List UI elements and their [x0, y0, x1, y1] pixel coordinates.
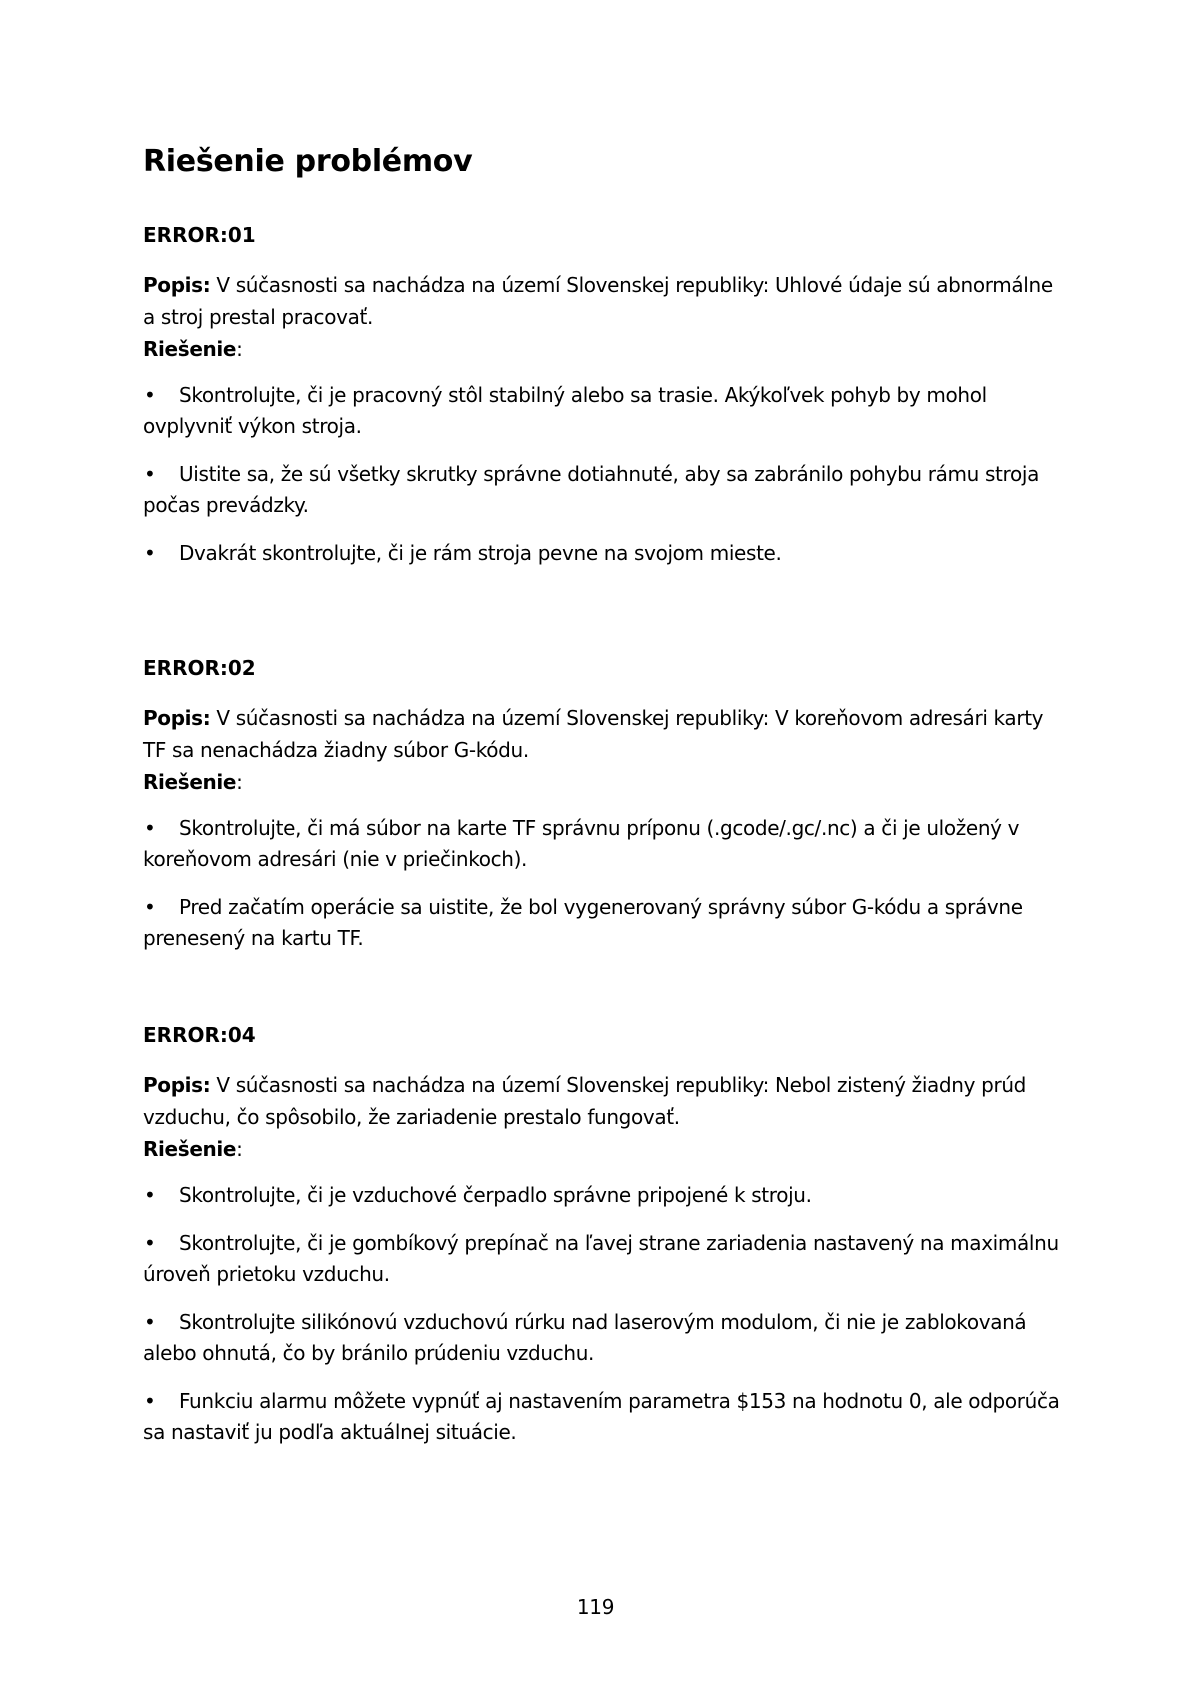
list-item-text: Dvakrát skontrolujte, či je rám stroja pevne na svojom mieste.	[179, 541, 782, 565]
bullet-icon: •	[144, 383, 156, 407]
solution-suffix: :	[236, 337, 243, 361]
error-description	[143, 1069, 1063, 1165]
error-code: ERROR:01	[143, 223, 256, 247]
bullet-icon: •	[144, 1310, 156, 1334]
list-item-text: Uistite sa, že sú všetky skrutky správne dotiahnuté, aby sa zabránilo pohybu rámu stroja počas prevádzky.	[143, 462, 1039, 517]
bullet-icon: •	[144, 462, 156, 486]
solution-list	[143, 380, 1063, 569]
list-item	[143, 380, 1063, 442]
solution-label: Riešenie	[143, 337, 237, 361]
error-description	[143, 702, 1063, 798]
list-item	[143, 1386, 1063, 1448]
description-text: V súčasnosti sa nachádza na území Slovenskej republiky: Nebol zistený žiadny prúd vzduchu, čo spôsobilo, že zariadenie prestalo fungovať.	[143, 1073, 1026, 1129]
list-item	[143, 1307, 1063, 1369]
description-label: Popis:	[143, 1073, 211, 1097]
list-item	[143, 1180, 1063, 1211]
solution-list	[143, 1180, 1063, 1448]
description-label: Popis:	[143, 273, 211, 297]
solution-suffix: :	[236, 770, 243, 794]
list-item-text: Skontrolujte, či je vzduchové čerpadlo správne pripojené k stroju.	[179, 1183, 812, 1207]
description-label: Popis:	[143, 706, 211, 730]
description-text: V súčasnosti sa nachádza na území Slovenskej republiky: Uhlové údaje sú abnormálne a stroj prestal pracovať.	[143, 273, 1053, 329]
solution-label: Riešenie	[143, 770, 237, 794]
list-item-text: Funkciu alarmu môžete vypnúť aj nastavením parametra $153 na hodnotu 0, ale odporúča sa nastaviť ju podľa aktuálnej situácie.	[143, 1389, 1060, 1444]
error-code: ERROR:04	[143, 1023, 256, 1047]
bullet-icon: •	[144, 895, 156, 919]
error-section-02	[143, 655, 1063, 971]
bullet-icon: •	[144, 1389, 156, 1413]
error-section-04	[143, 1022, 1063, 1465]
error-code: ERROR:02	[143, 656, 256, 680]
list-item-text: Skontrolujte, či je pracovný stôl stabilný alebo sa trasie. Akýkoľvek pohyb by mohol ovplyvniť výkon stroja.	[143, 383, 987, 438]
solution-label: Riešenie	[143, 1137, 237, 1161]
error-section-01	[143, 222, 1063, 586]
bullet-icon: •	[144, 816, 156, 840]
list-item-text: Skontrolujte, či je gombíkový prepínač na ľavej strane zariadenia nastavený na maximálnu úroveň prietoku vzduchu.	[143, 1231, 1059, 1286]
list-item-text: Skontrolujte silikónovú vzduchovú rúrku nad laserovým modulom, či nie je zablokovaná alebo ohnutá, čo by bránilo prúdeniu vzduchu.	[143, 1310, 1027, 1365]
list-item	[143, 1228, 1063, 1290]
solution-list	[143, 813, 1063, 954]
error-description	[143, 269, 1063, 365]
bullet-icon: •	[144, 1231, 156, 1255]
bullet-icon: •	[144, 1183, 156, 1207]
page-number: 119	[576, 1595, 615, 1619]
list-item	[143, 892, 1063, 954]
solution-suffix: :	[236, 1137, 243, 1161]
list-item	[143, 813, 1063, 875]
list-item-text: Pred začatím operácie sa uistite, že bol vygenerovaný správny súbor G-kódu a správne prenesený na kartu TF.	[143, 895, 1023, 950]
bullet-icon: •	[144, 541, 156, 565]
list-item	[143, 538, 1063, 569]
page-title: Riešenie problémov	[143, 144, 473, 179]
list-item-text: Skontrolujte, či má súbor na karte TF správnu príponu (.gcode/.gc/.nc) a či je uložený v koreňovom adresári (nie v priečinkoch).	[143, 816, 1020, 871]
list-item	[143, 459, 1063, 521]
description-text: V súčasnosti sa nachádza na území Slovenskej republiky: V koreňovom adresári karty TF sa nenachádza žiadny súbor G-kódu.	[143, 706, 1044, 762]
